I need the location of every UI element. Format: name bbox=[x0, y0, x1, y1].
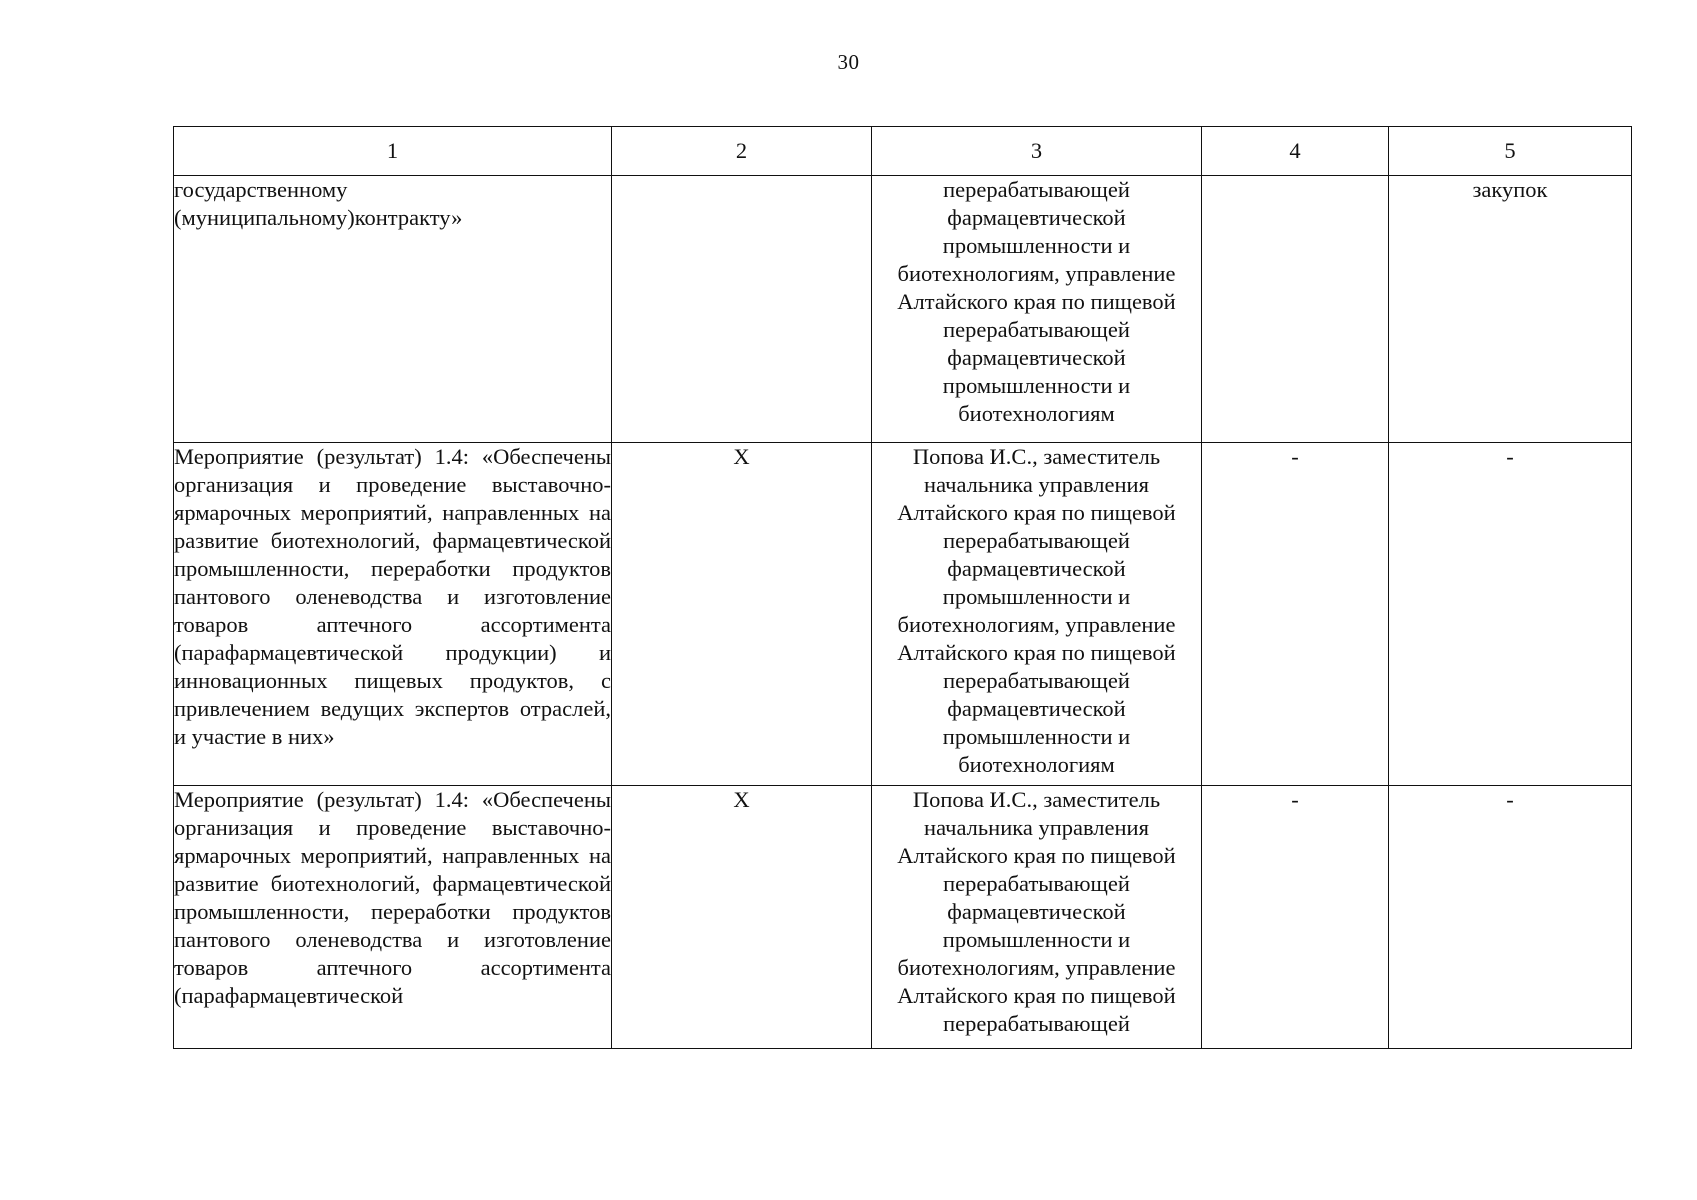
cell-responsible: перерабатывающей фармацевтической промышленности и биотехнологиям, управление Алтайского края по пищевой перерабатывающей фармацевтической промышленности и биотехнологиям bbox=[872, 176, 1202, 443]
cell-activity: Мероприятие (результат) 1.4: «Обеспечены организация и проведение выставочно-ярмарочных мероприятий, направленных на развитие биотехнологий, фармацевтической промышленности, переработки продуктов пантового оленеводства и изготовление товаров аптечного ассортимента (парафармацевтической продукции) и инновационных пищевых продуктов, с привлечением ведущих экспертов отраслей, и участие в них» bbox=[174, 443, 612, 786]
cell-col5: закупок bbox=[1389, 176, 1632, 443]
table-row bbox=[174, 443, 1632, 786]
cell-col5: - bbox=[1389, 786, 1632, 1049]
cell-responsible: Попова И.С., заместитель начальника управления Алтайского края по пищевой перерабатывающей фармацевтической промышленности и биотехнологиям, управление Алтайского края по пищевой перерабатывающей фармацевтической промышленности и биотехнологиям bbox=[872, 443, 1202, 786]
data-table bbox=[173, 126, 1632, 1049]
table-header-row bbox=[174, 127, 1632, 176]
column-header-5: 5 bbox=[1389, 127, 1632, 176]
cell-col4 bbox=[1202, 176, 1389, 443]
cell-col4: - bbox=[1202, 443, 1389, 786]
column-header-1: 1 bbox=[174, 127, 612, 176]
table-row bbox=[174, 786, 1632, 1049]
cell-col2: Х bbox=[612, 443, 872, 786]
cell-col2: Х bbox=[612, 786, 872, 1049]
page-number: 30 bbox=[837, 50, 860, 74]
column-header-2: 2 bbox=[612, 127, 872, 176]
cell-activity: государственному (муниципальному)контракту» bbox=[174, 176, 612, 443]
cell-col2 bbox=[612, 176, 872, 443]
cell-responsible: Попова И.С., заместитель начальника управления Алтайского края по пищевой перерабатывающей фармацевтической промышленности и биотехнологиям, управление Алтайского края по пищевой перерабатывающей bbox=[872, 786, 1202, 1049]
cell-col5: - bbox=[1389, 443, 1632, 786]
column-header-4: 4 bbox=[1202, 127, 1389, 176]
column-header-3: 3 bbox=[872, 127, 1202, 176]
table-row bbox=[174, 176, 1632, 443]
cell-col4: - bbox=[1202, 786, 1389, 1049]
cell-activity: Мероприятие (результат) 1.4: «Обеспечены организация и проведение выставочно-ярмарочных мероприятий, направленных на развитие биотехнологий, фармацевтической промышленности, переработки продуктов пантового оленеводства и изготовление товаров аптечного ассортимента (парафармацевтической bbox=[174, 786, 612, 1049]
